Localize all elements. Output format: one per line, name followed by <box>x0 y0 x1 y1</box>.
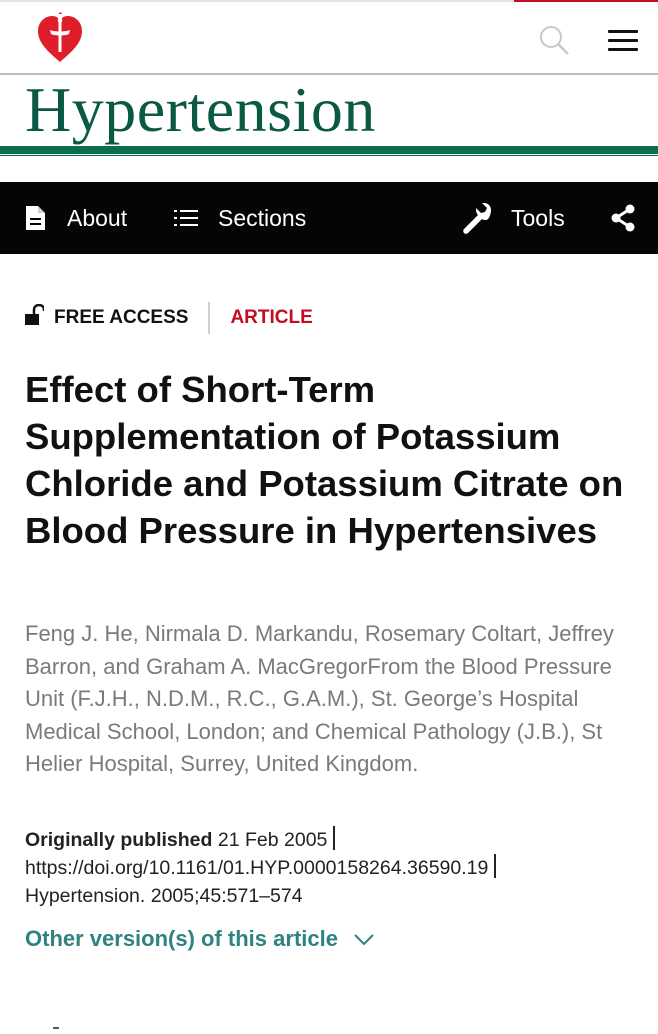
article-title: Effect of Short-Term Supplementation of Potassium Chloride and Potassium Citrate on Blood Pressure in Hypertensives <box>25 369 624 551</box>
nav-tools-label: Tools <box>511 204 565 231</box>
search-icon[interactable] <box>538 24 570 56</box>
pipe-divider <box>333 826 335 850</box>
nav-about-label: About <box>67 204 128 231</box>
article-authors: Feng J. He, Nirmala D. Markandu, Rosemary Coltart, Jeffrey Barron, and Graham A. MacGregorFrom the Blood Pressure Unit (F.J.H., N.D.M., R.C., G.A.M.), St. George’s Hospital Medical School, London; and Chemical Pathology (J.B.), St Helier Hospital, Surrey, United Kingdom. <box>25 621 614 776</box>
share-button[interactable] <box>610 182 636 254</box>
free-access-label: FREE ACCESS <box>54 307 189 328</box>
free-access-badge <box>25 304 188 332</box>
journal-title-underline <box>0 146 658 154</box>
other-versions-toggle[interactable] <box>25 926 374 952</box>
published-line <box>25 826 645 854</box>
published-date: 21 Feb 2005 <box>217 829 328 851</box>
journal-title-underline-thin <box>0 155 658 156</box>
badge-divider <box>208 302 210 334</box>
hamburger-menu-icon[interactable] <box>608 30 638 52</box>
heart-torch-icon[interactable] <box>36 12 84 64</box>
document-icon <box>24 205 46 231</box>
other-versions-label: Other version(s) of this article <box>25 926 338 951</box>
doi-link[interactable]: https://doi.org/10.1161/01.HYP.0000158264.36590.19 <box>25 857 489 879</box>
publication-info <box>25 826 645 910</box>
wrench-icon <box>462 202 494 234</box>
top-header <box>0 0 658 74</box>
pipe-divider <box>494 854 496 878</box>
published-label: Originally published <box>25 829 213 851</box>
nav-sections[interactable] <box>174 182 306 254</box>
journal-title[interactable]: Hypertension <box>25 74 376 145</box>
header-accent-line <box>514 0 658 2</box>
unlock-icon <box>25 304 44 332</box>
chevron-down-icon <box>338 926 374 952</box>
doi-line <box>25 854 645 882</box>
share-icon <box>610 204 636 232</box>
article-type-label: ARTICLE <box>230 307 313 328</box>
article-badges <box>25 302 313 334</box>
nav-tools[interactable] <box>462 182 565 254</box>
partial-content-below <box>45 1016 63 1024</box>
list-icon <box>174 209 198 227</box>
nav-sections-label: Sections <box>218 204 307 231</box>
citation-line: Hypertension. 2005;45:571–574 <box>25 885 303 907</box>
nav-about[interactable] <box>24 182 127 254</box>
article-navbar <box>0 182 658 254</box>
